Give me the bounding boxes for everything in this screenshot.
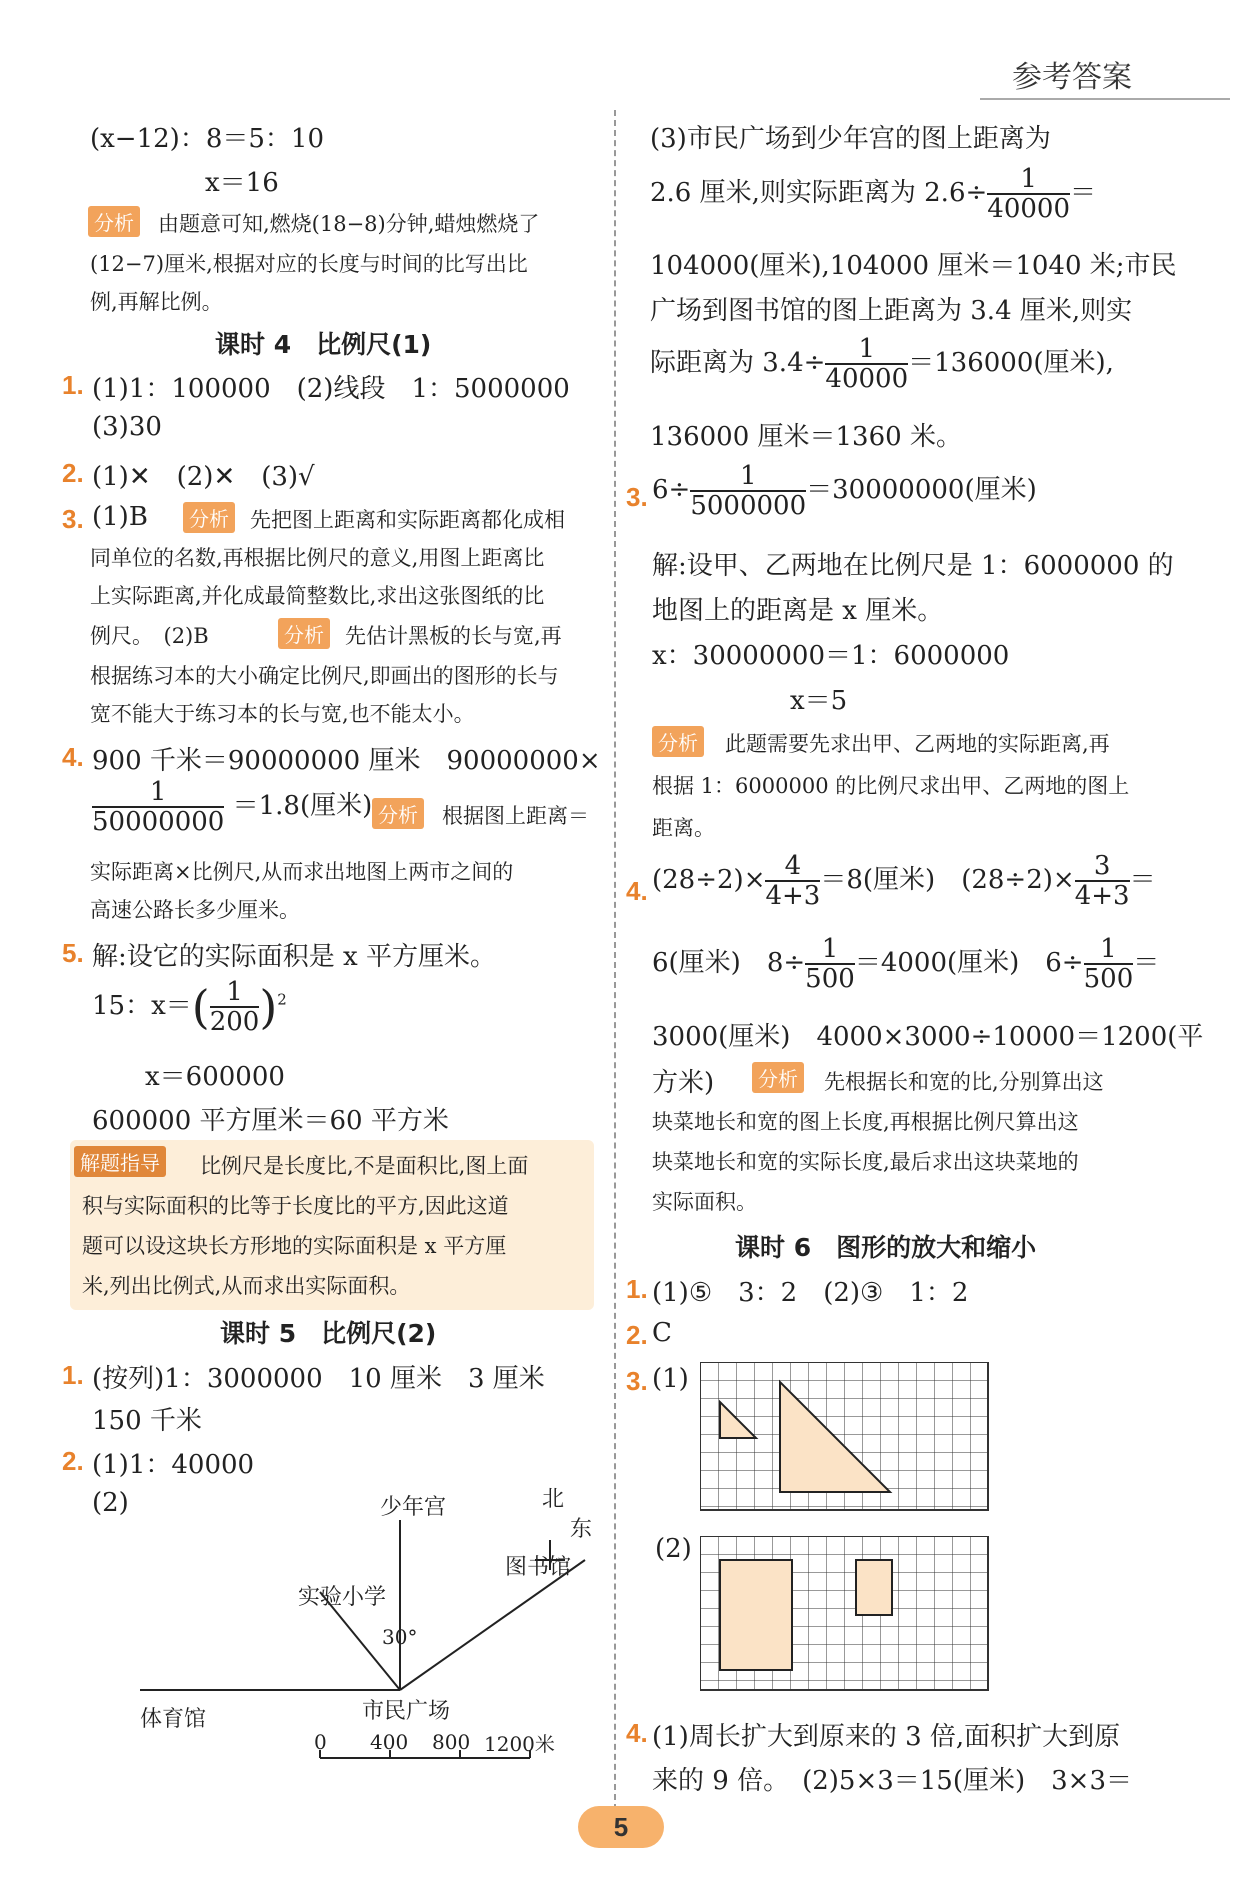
note-line: 此题需要先求出甲、乙两地的实际距离,再 bbox=[725, 732, 1110, 756]
note-line: 宽不能大于练习本的长与宽,也不能太小。 bbox=[90, 702, 475, 726]
answer-line: x＝5 bbox=[790, 686, 848, 716]
guide-line: 比例尺是长度比,不是面积比,图上面 bbox=[200, 1154, 529, 1178]
section-title: 课时 5 比例尺(2) bbox=[220, 1319, 437, 1348]
analysis-tag: 分析 bbox=[372, 798, 424, 829]
note-line: 实际面积。 bbox=[652, 1190, 757, 1214]
header-rule bbox=[980, 98, 1230, 100]
fraction-line: 际距离为 3.4÷ $\frac{1}{40000}$ ＝136000(厘米), bbox=[650, 334, 1114, 394]
question-number: 3. bbox=[62, 504, 84, 534]
question-number: 4. bbox=[62, 742, 84, 772]
map-label: 东 bbox=[570, 1517, 593, 1542]
note-line: 块菜地长和宽的实际长度,最后求出这块菜地的 bbox=[652, 1150, 1079, 1174]
question-number: 2. bbox=[62, 458, 84, 488]
answer-line: (2) bbox=[655, 1534, 692, 1564]
answer-line: 地图上的距离是 x 厘米。 bbox=[652, 596, 944, 626]
section-title: 课时 4 比例尺(1) bbox=[215, 330, 432, 359]
note-line: 先估计黑板的长与宽,再 bbox=[345, 624, 562, 648]
fraction-line: $\frac{1}{50000000}$ ＝1.8(厘米) bbox=[92, 777, 373, 837]
answer-line: 900 千米＝90000000 厘米 90000000× bbox=[92, 746, 601, 776]
answer-line: (3)市民广场到少年宫的图上距离为 bbox=[650, 124, 1051, 154]
equation-2: x＝16 bbox=[205, 168, 279, 198]
fraction: $\frac{1}{50000000}$ bbox=[92, 777, 225, 837]
question-number: 3. bbox=[626, 482, 648, 512]
scale-label: 0 bbox=[314, 1730, 327, 1754]
note-line: 先把图上距离和实际距离都化成相 bbox=[250, 508, 565, 532]
scale-label: 1200米 bbox=[484, 1732, 555, 1756]
note-line: 距离。 bbox=[652, 816, 715, 840]
question-number: 4. bbox=[626, 1718, 648, 1748]
answer-line: (按列)1：3000000 10 厘米 3 厘米 bbox=[92, 1364, 545, 1394]
guide-tag: 解题指导 bbox=[74, 1146, 166, 1177]
equation-1: (x−12)：8＝5：10 bbox=[90, 124, 324, 154]
question-number: 5. bbox=[62, 938, 84, 968]
fraction: $\frac{1}{40000}$ bbox=[825, 334, 909, 394]
analysis-tag: 分析 bbox=[278, 618, 330, 649]
fraction: $\frac{1}{500}$ bbox=[805, 934, 855, 994]
header-title: 参考答案 bbox=[1012, 60, 1132, 95]
scale-label: 800 bbox=[432, 1730, 471, 1754]
guide-line: 米,列出比例式,从而求出实际面积。 bbox=[82, 1274, 411, 1298]
fraction-line: 2.6 厘米,则实际距离为 2.6÷ $\frac{1}{40000}$ ＝ bbox=[650, 164, 1097, 224]
analysis-tag: 分析 bbox=[183, 502, 235, 533]
answer-line: (1)✕ (2)✕ (3)√ bbox=[92, 462, 315, 492]
guide-line: 题可以设这块长方形地的实际面积是 x 平方厘 bbox=[82, 1234, 507, 1258]
fraction: $\frac{4}{4+3}$ bbox=[765, 851, 821, 911]
scale-label: 400 bbox=[370, 1730, 409, 1754]
note-line: 实际距离×比例尺,从而求出地图上两市之间的 bbox=[90, 860, 514, 884]
analysis-tag: 分析 bbox=[88, 206, 140, 237]
answer-line: 解:设甲、乙两地在比例尺是 1：6000000 的 bbox=[652, 551, 1174, 581]
fraction: $\frac{1}{200}$ bbox=[209, 977, 260, 1037]
fraction-line: 6÷ $\frac{1}{5000000}$ ＝30000000(厘米) bbox=[652, 461, 1037, 521]
note-line: 根据 1：6000000 的比例尺求出甲、乙两地的图上 bbox=[652, 774, 1130, 798]
answer-line: (3)30 bbox=[92, 412, 162, 442]
question-number: 3. bbox=[626, 1366, 648, 1396]
note-line: 块菜地长和宽的图上长度,再根据比例尺算出这 bbox=[652, 1110, 1079, 1134]
answer-line: 来的 9 倍。 (2)5×3＝15(厘米) 3×3＝ bbox=[652, 1766, 1133, 1796]
note-line: (12−7)厘米,根据对应的长度与时间的比写出比 bbox=[90, 252, 528, 276]
fraction-line: 15：x＝( $\frac{1}{200}$ )$^2$ bbox=[92, 977, 287, 1037]
fraction: $\frac{1}{500}$ bbox=[1083, 934, 1134, 994]
answer-line: (1)周长扩大到原来的 3 倍,面积扩大到原 bbox=[652, 1722, 1121, 1752]
note-line: 同单位的名数,再根据比例尺的意义,用图上距离比 bbox=[90, 546, 545, 570]
answer-line: 3000(厘米) 4000×3000÷10000＝1200(平 bbox=[652, 1022, 1204, 1052]
map-label: 北 bbox=[542, 1487, 565, 1512]
answer-line: (1) bbox=[652, 1364, 689, 1394]
note-line: 由题意可知,燃烧(18−8)分钟,蜡烛燃烧了 bbox=[158, 212, 540, 236]
map-label: 市民广场 bbox=[362, 1699, 451, 1724]
column-divider bbox=[614, 110, 616, 1810]
note-line: 高速公路长多少厘米。 bbox=[90, 898, 300, 922]
note-line: 先根据长和宽的比,分别算出这 bbox=[824, 1070, 1104, 1094]
map-label: 30° bbox=[382, 1625, 418, 1649]
question-number: 4. bbox=[626, 876, 648, 906]
guide-line: 积与实际面积的比等于长度比的平方,因此这道 bbox=[82, 1194, 509, 1218]
note-line: 根据图上距离＝ bbox=[442, 804, 589, 828]
question-number: 2. bbox=[626, 1320, 648, 1350]
note-line: 例尺。 (2)B bbox=[90, 624, 209, 648]
answer-line: 136000 厘米＝1360 米。 bbox=[650, 422, 962, 452]
answer-line: (1)1：40000 bbox=[92, 1450, 255, 1480]
answer-line: (2) bbox=[92, 1488, 129, 1518]
answer-line: x＝600000 bbox=[145, 1062, 285, 1092]
note-line: 上实际距离,并化成最简整数比,求出这张图纸的比 bbox=[90, 584, 545, 608]
analysis-tag: 分析 bbox=[652, 726, 704, 757]
section-title: 课时 6 图形的放大和缩小 bbox=[735, 1233, 1037, 1262]
analysis-tag: 分析 bbox=[752, 1062, 804, 1093]
page-number: 5 bbox=[578, 1806, 664, 1848]
map-label: 少年宫 bbox=[380, 1495, 447, 1520]
question-number: 1. bbox=[62, 370, 84, 400]
answer-line: 150 千米 bbox=[92, 1406, 202, 1436]
answer-line: 600000 平方厘米＝60 平方米 bbox=[92, 1106, 449, 1136]
answer-line: x：30000000＝1：6000000 bbox=[652, 641, 1010, 671]
question-number: 2. bbox=[62, 1446, 84, 1476]
map-label: 体育馆 bbox=[140, 1707, 207, 1732]
answer-line: (1)B bbox=[92, 502, 148, 532]
note-line: 例,再解比例。 bbox=[90, 290, 223, 314]
question-number: 1. bbox=[62, 1360, 84, 1390]
answer-line: 方米) bbox=[652, 1068, 715, 1098]
map-label: 图书馆 bbox=[505, 1555, 572, 1580]
fraction-line: 6(厘米) 8÷ $\frac{1}{500}$ ＝4000(厘米) 6÷ $\frac{1}{500}$ ＝ bbox=[652, 934, 1160, 994]
answer-line: 104000(厘米),104000 厘米＝1040 米;市民 bbox=[650, 251, 1177, 281]
fraction: $\frac{3}{4+3}$ bbox=[1074, 851, 1130, 911]
note-line: 根据练习本的大小确定比例尺,即画出的图形的长与 bbox=[90, 664, 559, 688]
answer-line: (1)⑤ 3：2 (2)③ 1：2 bbox=[652, 1278, 969, 1308]
answer-line: 广场到图书馆的图上距离为 3.4 厘米,则实 bbox=[650, 296, 1133, 326]
fraction: $\frac{1}{5000000}$ bbox=[690, 461, 807, 521]
question-number: 1. bbox=[626, 1274, 648, 1304]
answer-line: 解:设它的实际面积是 x 平方厘米。 bbox=[92, 942, 496, 972]
grid-figure-1 bbox=[700, 1362, 990, 1512]
answer-line: C bbox=[652, 1318, 672, 1348]
fraction: $\frac{1}{40000}$ bbox=[987, 164, 1070, 224]
fraction-line: (28÷2)× $\frac{4}{4+3}$ ＝8(厘米) (28÷2)× $\frac{3}{4+3}$ ＝ bbox=[652, 851, 1156, 911]
grid-figure-2 bbox=[700, 1536, 990, 1692]
answer-line: (1)1：100000 (2)线段 1：5000000 bbox=[92, 374, 570, 404]
map-label: 实验小学 bbox=[298, 1585, 387, 1610]
